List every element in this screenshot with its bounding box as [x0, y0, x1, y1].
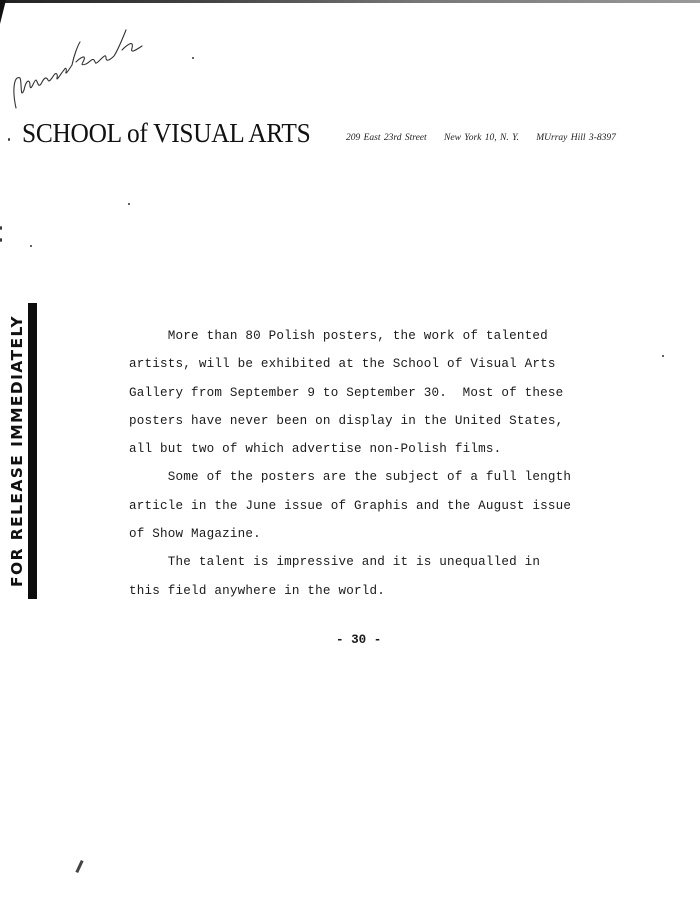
body-line: artists, will be exhibited at the School of Visual Arts — [129, 357, 556, 372]
release-bar — [28, 303, 37, 599]
press-release-body — [129, 322, 619, 605]
body-line: More than 80 Polish posters, the work of talented — [129, 329, 548, 343]
phone-number: MUrray Hill 3-8397 — [536, 133, 616, 143]
scan-speck — [128, 203, 130, 205]
scan-speck — [662, 355, 664, 357]
letterhead — [22, 118, 692, 154]
school-name: SCHOOL of VISUAL ARTS — [22, 118, 311, 148]
body-line: this field anywhere in the world. — [129, 583, 385, 598]
corner-mark — [0, 0, 6, 24]
scan-mark — [75, 860, 83, 873]
body-line: Some of the posters are the subject of a full length — [129, 470, 572, 485]
page-top-edge — [0, 0, 700, 3]
release-banner — [4, 303, 32, 599]
street-address: 209 East 23rd Street — [346, 133, 427, 143]
release-text: FOR RELEASE IMMEDIATELY — [8, 315, 26, 587]
page-end-mark: - 30 - — [336, 633, 382, 647]
scan-speck — [192, 57, 194, 59]
body-line: of Show Magazine. — [129, 527, 261, 542]
body-line: all but two of which advertise non-Polish films. — [129, 442, 502, 457]
address-line — [346, 133, 630, 143]
body-line: article in the June issue of Graphis and the August issue — [129, 498, 572, 513]
scan-speck — [0, 238, 2, 242]
scan-speck — [0, 226, 2, 230]
body-line: Gallery from September 9 to September 30. Most of these — [129, 385, 564, 400]
city-address: New York 10, N. Y. — [444, 133, 519, 143]
body-line: posters have never been on display in the United States, — [129, 413, 564, 428]
body-line: The talent is impressive and it is unequalled in — [129, 555, 541, 570]
scan-speck — [8, 138, 10, 141]
scan-speck — [30, 245, 32, 247]
handwritten-signature — [10, 20, 160, 115]
